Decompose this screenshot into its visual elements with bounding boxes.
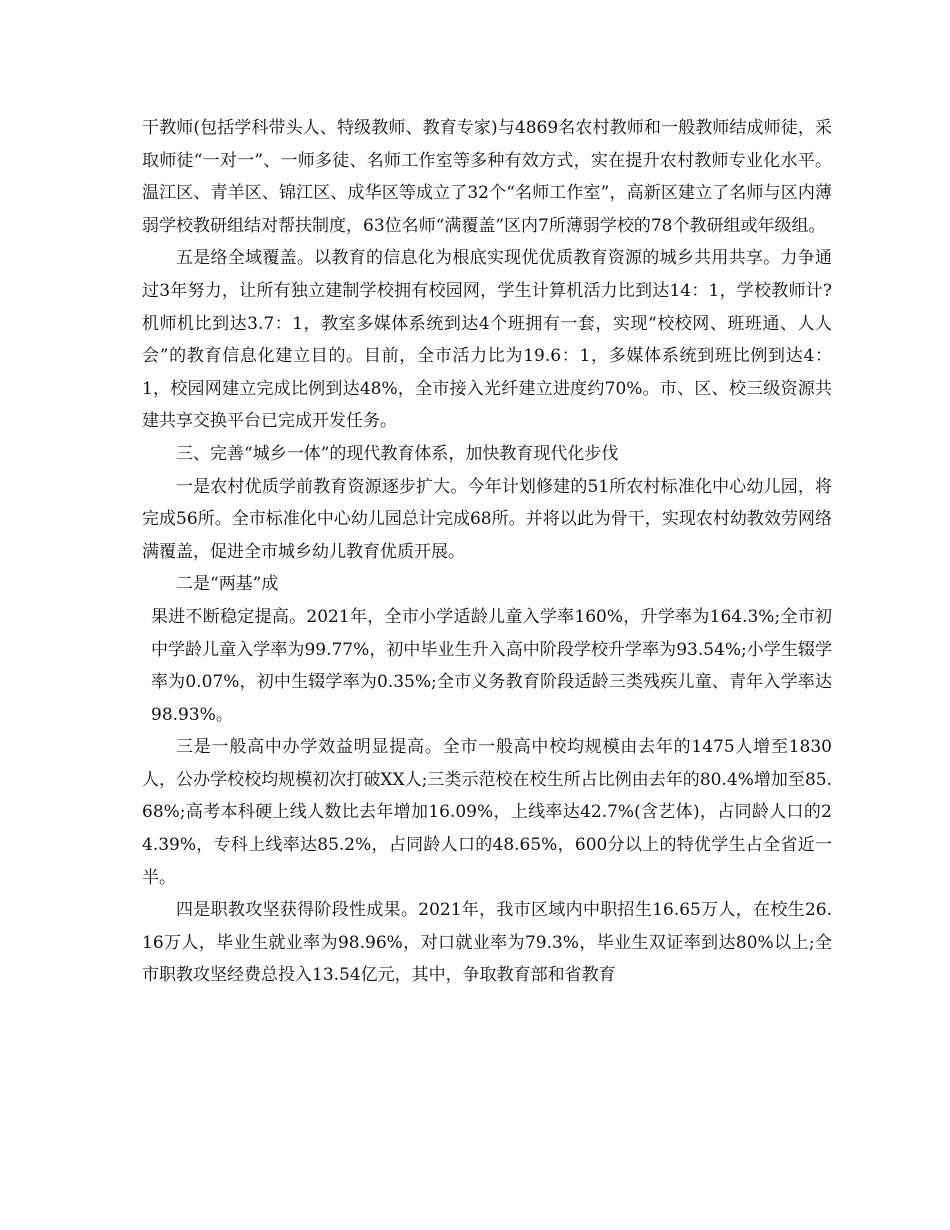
document-body (142, 112, 832, 992)
section-heading-modern-education-system: 三、完善“城乡一体”的现代教育体系，加快教育现代化步伐 (176, 443, 619, 464)
paragraph-high-school-efficiency: 三是一般高中办学效益明显提高。全市一般高中校均规模由去年的1475人增至1830人，公办学校校均规模初次打破XX人;三类示范校在校生所占比例由去年的80.4%增加至85.68%;高考本科硬上线人数比去年增加16.09%，上线率达42.7%(含艺体)，占同龄人口的24.39%，专科上线率达85.2%，占同龄人口的48.65%，600分以上的特优学生占全省近一半。 (142, 737, 832, 888)
paragraph-two-basics-results: 果进不断稳定提高。2021年，全市小学适龄儿童入学率160%，升学率为164.3%;全市初中学龄儿童入学率为99.77%，初中毕业生升入高中阶段学校升学率为93.54%;小学生辍学率为0.07%，初中生辍学率为0.35%;全市义务教育阶段适龄三类残疾儿童、青年入学率达98.93%。 (151, 606, 832, 725)
paragraph-vocational-education: 四是职教攻坚获得阶段性成果。2021年，我市区域内中职招生16.65万人，在校生26.16万人，毕业生就业率为98.96%，对口就业率为79.3%，毕业生双证率到达80%以上;全市职教攻坚经费总投入13.54亿元，其中，争取教育部和省教育 (142, 900, 832, 986)
paragraph-preschool-resources: 一是农村优质学前教育资源逐步扩大。今年计划修建的51所农村标准化中心幼儿园，将完成56所。全市标准化中心幼儿园总计完成68所。并将以此为骨干，实现农村幼教效劳网络满覆盖，促进全市城乡幼儿教育优质开展。 (142, 476, 832, 562)
paragraph-teacher-mentoring: 干教师(包括学科带头人、特级教师、教育专家)与4869名农村教师和一般教师结成师徒，采取师徒“一对一”、一师多徒、名师工作室等多种有效方式，实在提升农村教师专业化水平。温江区、青羊区、锦江区、成华区等成立了32个“名师工作室”，高新区建立了名师与区内薄弱学校教研组结对帮扶制度，63位名师“满覆盖”区内7所薄弱学校的78个教研组或年级组。 (142, 118, 832, 236)
paragraph-two-basics-heading: 二是“两基”成 (176, 574, 279, 595)
paragraph-network-coverage: 五是络全域覆盖。以教育的信息化为根底实现优优质教育资源的城乡共用共享。力争通过3年努力，让所有独立建制学校拥有校园网，学生计算机活力比到达14：1，学校教师计?机师机比到达3.7：1，教室多媒体系统到达4个班拥有一套，实现“校校网、班班通、人人会”的教育信息化建立目的。目前，全市活力比为19.6：1，多媒体系统到班比例到达4：1，校园网建立完成比例到达48%，全市接入光纤建立进度约70%。市、区、校三级资源共建共享交换平台已完成开发任务。 (142, 248, 832, 432)
